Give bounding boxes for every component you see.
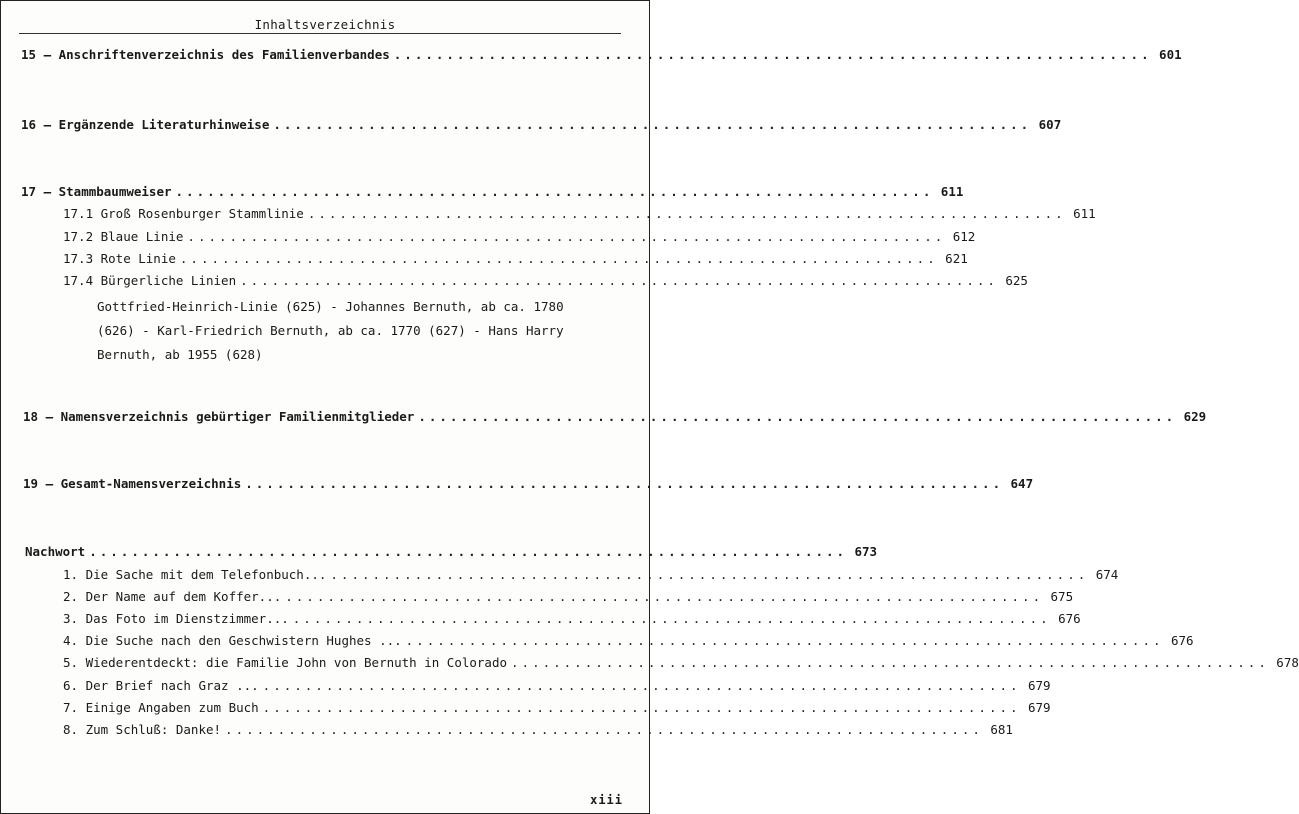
toc-entry-label: 17.1 Groß Rosenburger Stammlinie bbox=[63, 206, 304, 221]
toc-entry-nachwort bbox=[25, 544, 878, 559]
toc-entry-page: 679 bbox=[1027, 678, 1051, 693]
leader-dots: ........................................................................ bbox=[292, 611, 1051, 626]
toc-entry-label: 17.4 Bürgerliche Linien bbox=[63, 273, 237, 288]
toc-entry-page: 629 bbox=[1183, 409, 1207, 424]
toc-entry-label: 8. Zum Schluß: Danke! bbox=[63, 722, 222, 737]
leader-dots: ........................................................................ bbox=[245, 476, 1004, 491]
toc-entry-label: 7. Einige Angaben zum Buch bbox=[63, 700, 259, 715]
leader-dots: ........................................................................ bbox=[187, 229, 946, 244]
leader-dots: ........................................................................ bbox=[262, 700, 1021, 715]
toc-entry-17-2 bbox=[63, 229, 976, 244]
leader-dots: ........................................................................ bbox=[240, 273, 998, 288]
toc-entry-label: 3. Das Foto im Dienstzimmer... bbox=[63, 611, 289, 626]
toc-entry-page: 679 bbox=[1027, 700, 1051, 715]
toc-entry-label: 19 – Gesamt-Namensverzeichnis bbox=[23, 476, 242, 491]
toc-entry-page: 621 bbox=[945, 251, 968, 266]
toc-entry-17-4 bbox=[63, 273, 1028, 288]
page-header-title: Inhaltsverzeichnis bbox=[254, 17, 396, 32]
toc-entry-page: 676 bbox=[1170, 633, 1194, 648]
toc-entry-page: 681 bbox=[990, 722, 1013, 737]
toc-entry-page: 601 bbox=[1159, 47, 1182, 62]
toc-entry-19 bbox=[23, 476, 1034, 491]
page-number: xiii bbox=[590, 793, 623, 807]
toc-entry-page: 674 bbox=[1095, 567, 1119, 582]
leader-dots: ........................................................................ bbox=[179, 251, 938, 266]
toc-entry-label: 6. Der Brief nach Graz ... bbox=[63, 678, 259, 693]
toc-entry-17-3 bbox=[63, 251, 968, 266]
toc-entry-18 bbox=[23, 409, 1207, 424]
leader-dots: ........................................................................ bbox=[273, 117, 1032, 132]
leader-dots: ........................................................................ bbox=[511, 655, 1269, 670]
leader-dots: ........................................................................ bbox=[285, 589, 1044, 604]
toc-entry-label: 17.3 Rote Linie bbox=[63, 251, 176, 266]
toc-entry-label: 5. Wiederentdeckt: die Familie John von Bernuth in Colorado bbox=[63, 655, 508, 670]
toc-entry-nachwort-3 bbox=[63, 611, 1081, 626]
toc-entry-nachwort-8 bbox=[63, 722, 1013, 737]
toc-entry-16 bbox=[21, 117, 1062, 132]
toc-entry-page: 607 bbox=[1038, 117, 1062, 132]
toc-entry-page: 612 bbox=[952, 229, 976, 244]
toc-entry-17-1 bbox=[63, 206, 1096, 221]
toc-entry-page: 673 bbox=[854, 544, 878, 559]
leader-dots: ........................................................................ bbox=[307, 206, 1066, 221]
toc-entry-15 bbox=[21, 47, 1182, 62]
toc-entry-17-4-description: Gottfried-Heinrich-Linie (625) - Johannes Bernuth, ab ca. 1780 (626) - Karl-Friedrich Bernuth, ab ca. 1770 (627) - Hans Harry Bernuth, ab 1955 (628) bbox=[97, 299, 564, 362]
toc-entry-page: 647 bbox=[1010, 476, 1034, 491]
toc-entry-label: 2. Der Name auf dem Koffer... bbox=[63, 589, 282, 604]
leader-dots: ........................................................................ bbox=[418, 409, 1177, 424]
toc-entry-nachwort-4 bbox=[63, 633, 1194, 648]
toc-entry-label: 15 – Anschriftenverzeichnis des Familienverbandes bbox=[21, 47, 390, 62]
leader-dots: ........................................................................ bbox=[225, 722, 983, 737]
leader-dots: ........................................................................ bbox=[393, 47, 1152, 62]
toc-entry-label: Nachwort bbox=[25, 544, 86, 559]
toc-entry-label: 16 – Ergänzende Literaturhinweise bbox=[21, 117, 270, 132]
toc-entry-page: 675 bbox=[1050, 589, 1074, 604]
toc-entry-label: 4. Die Suche nach den Geschwistern Hughes ... bbox=[63, 633, 402, 648]
toc-entry-nachwort-1 bbox=[63, 567, 1119, 582]
leader-dots: ........................................................................ bbox=[330, 567, 1089, 582]
toc-entry-page: 625 bbox=[1005, 273, 1028, 288]
toc-entry-label: 1. Die Sache mit dem Telefonbuch... bbox=[63, 567, 327, 582]
toc-entry-nachwort-7 bbox=[63, 700, 1051, 715]
toc-entry-nachwort-5 bbox=[63, 655, 1299, 670]
toc-entry-nachwort-6 bbox=[63, 678, 1051, 693]
toc-entry-page: 678 bbox=[1276, 655, 1299, 670]
toc-entry-page: 676 bbox=[1058, 611, 1081, 626]
toc-entry-17 bbox=[21, 184, 964, 199]
leader-dots: ........................................................................ bbox=[175, 184, 934, 199]
leader-dots: ........................................................................ bbox=[262, 678, 1021, 693]
header-rule bbox=[19, 33, 621, 34]
leader-dots: ........................................................................ bbox=[405, 633, 1164, 648]
toc-entry-label: 18 – Namensverzeichnis gebürtiger Familienmitglieder bbox=[23, 409, 415, 424]
toc-entry-label: 17 – Stammbaumweiser bbox=[21, 184, 172, 199]
toc-entry-page: 611 bbox=[1073, 206, 1096, 221]
toc-entry-page: 611 bbox=[940, 184, 964, 199]
leader-dots: ........................................................................ bbox=[89, 544, 848, 559]
toc-entry-nachwort-2 bbox=[63, 589, 1074, 604]
toc-entry-label: 17.2 Blaue Linie bbox=[63, 229, 184, 244]
